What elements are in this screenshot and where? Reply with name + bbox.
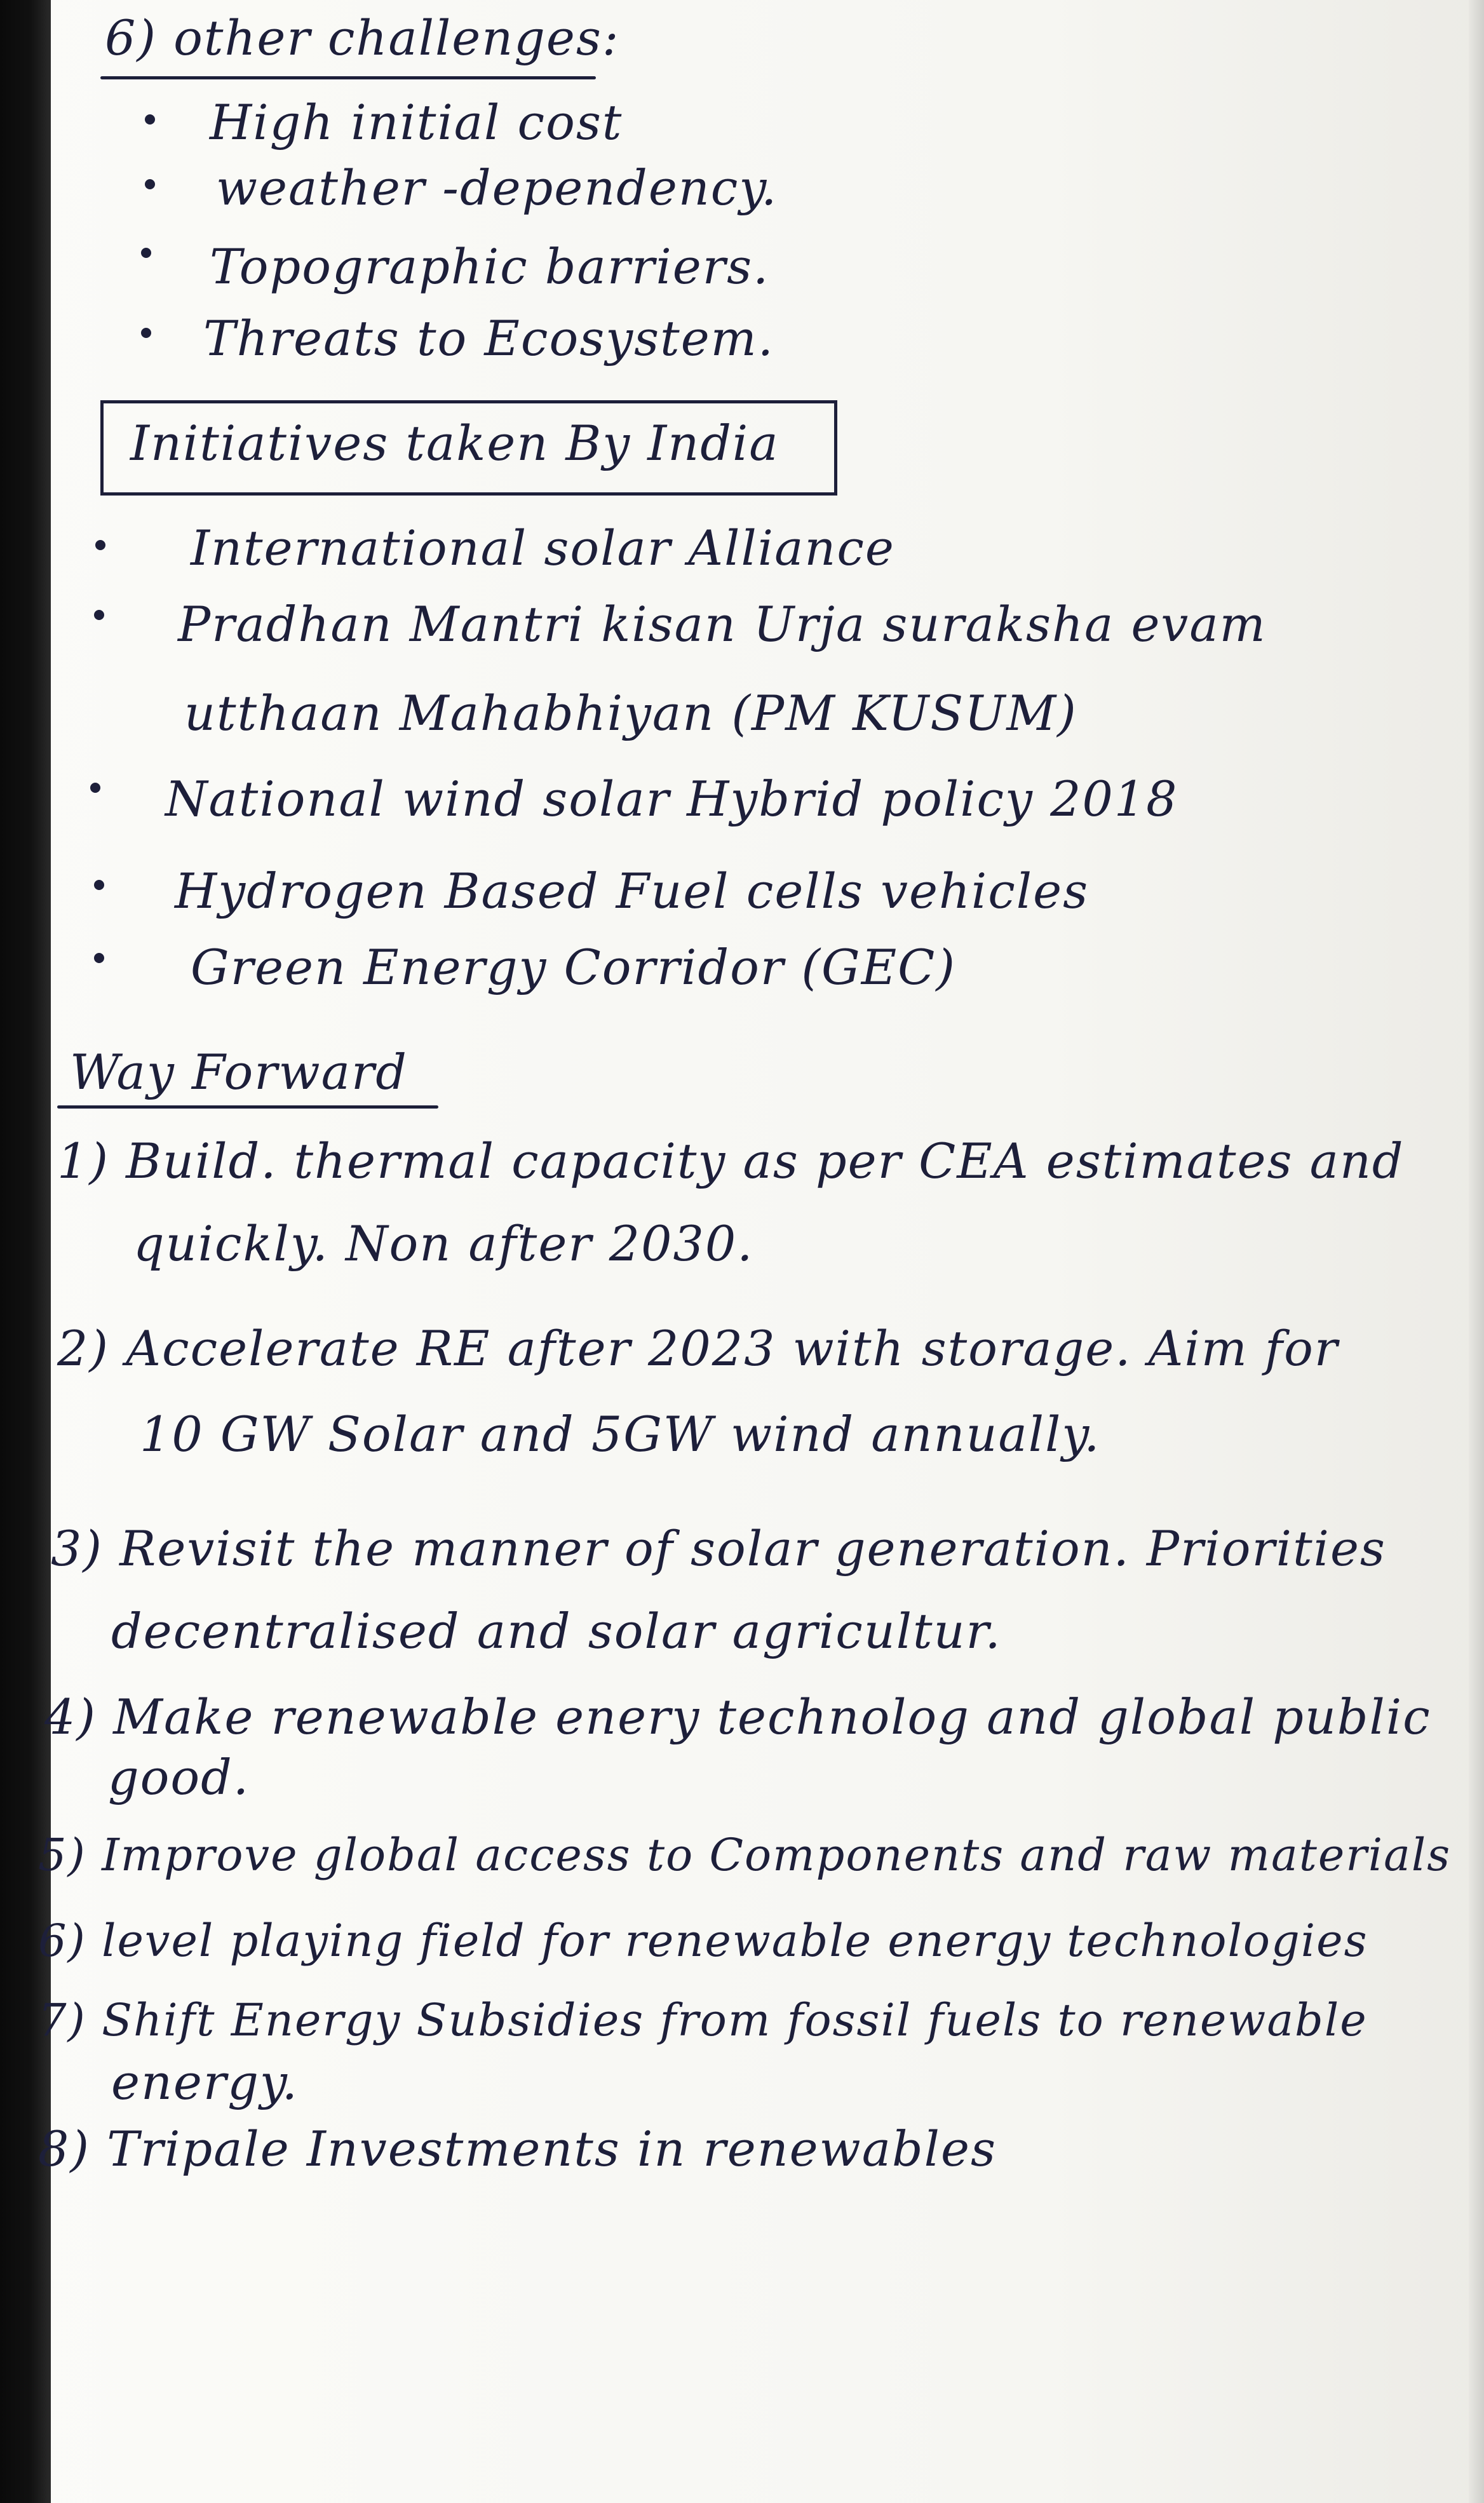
way-forward-line: 5) Improve global access to Components and raw materials [38,1829,1452,1881]
initiatives-heading: Initiatives taken By India [130,415,779,471]
bullet [141,328,151,338]
bullet [145,114,155,125]
initiative-item-continued: utthaan Mahabhiyan (PM KUSUM) [184,685,1077,741]
bullet [94,610,104,620]
page-right-edge [1469,0,1484,2503]
bullet [94,880,104,890]
way-forward-line: 7) Shift Energy Subsidies from fossil fuels to renewable [38,1994,1368,2046]
bullet [145,179,155,189]
way-forward-line: good. [108,1749,250,1805]
way-forward-line: energy. [111,2054,299,2110]
way-forward-line: 1) Build. thermal capacity as per CEA estimates and [57,1133,1405,1189]
bullet [90,783,100,793]
initiative-item: International solar Alliance [191,520,895,576]
challenges-heading: 6) other challenges: [105,10,620,66]
initiative-item: Pradhan Mantri kisan Urja suraksha evam [178,596,1267,652]
initiative-item: Green Energy Corridor (GEC) [191,939,956,995]
way-forward-line: quickly. Non after 2030. [133,1215,754,1272]
way-forward-line: 2) Accelerate RE after 2023 with storage. Aim for [57,1320,1339,1377]
initiative-item: National wind solar Hybrid policy 2018 [165,771,1178,827]
bullet [141,248,151,258]
challenges-heading-underline [100,76,596,79]
challenge-item: Threats to Ecosystem. [203,310,774,367]
challenge-item: weather -dependency. [216,159,778,216]
challenge-item: High initial cost [210,94,623,151]
bullet [94,953,104,963]
way-forward-line: 4) Make renewable enery technolog and global public [44,1689,1431,1745]
initiative-item: Hydrogen Based Fuel cells vehicles [175,863,1089,919]
way-forward-line: 10 GW Solar and 5GW wind annually. [140,1406,1101,1462]
way-forward-line: 3) Revisit the manner of solar generation. Priorities [51,1520,1386,1577]
challenge-item: Topographic barriers. [210,238,770,295]
way-forward-line: 8) Tripale Investments in renewables [38,2121,997,2177]
bullet [95,540,105,550]
way-forward-underline [57,1105,438,1109]
way-forward-heading: Way Forward [70,1044,408,1100]
way-forward-line: 6) level playing field for renewable energy technologies [38,1915,1368,1967]
way-forward-line: decentralised and solar agricultur. [111,1603,1002,1659]
